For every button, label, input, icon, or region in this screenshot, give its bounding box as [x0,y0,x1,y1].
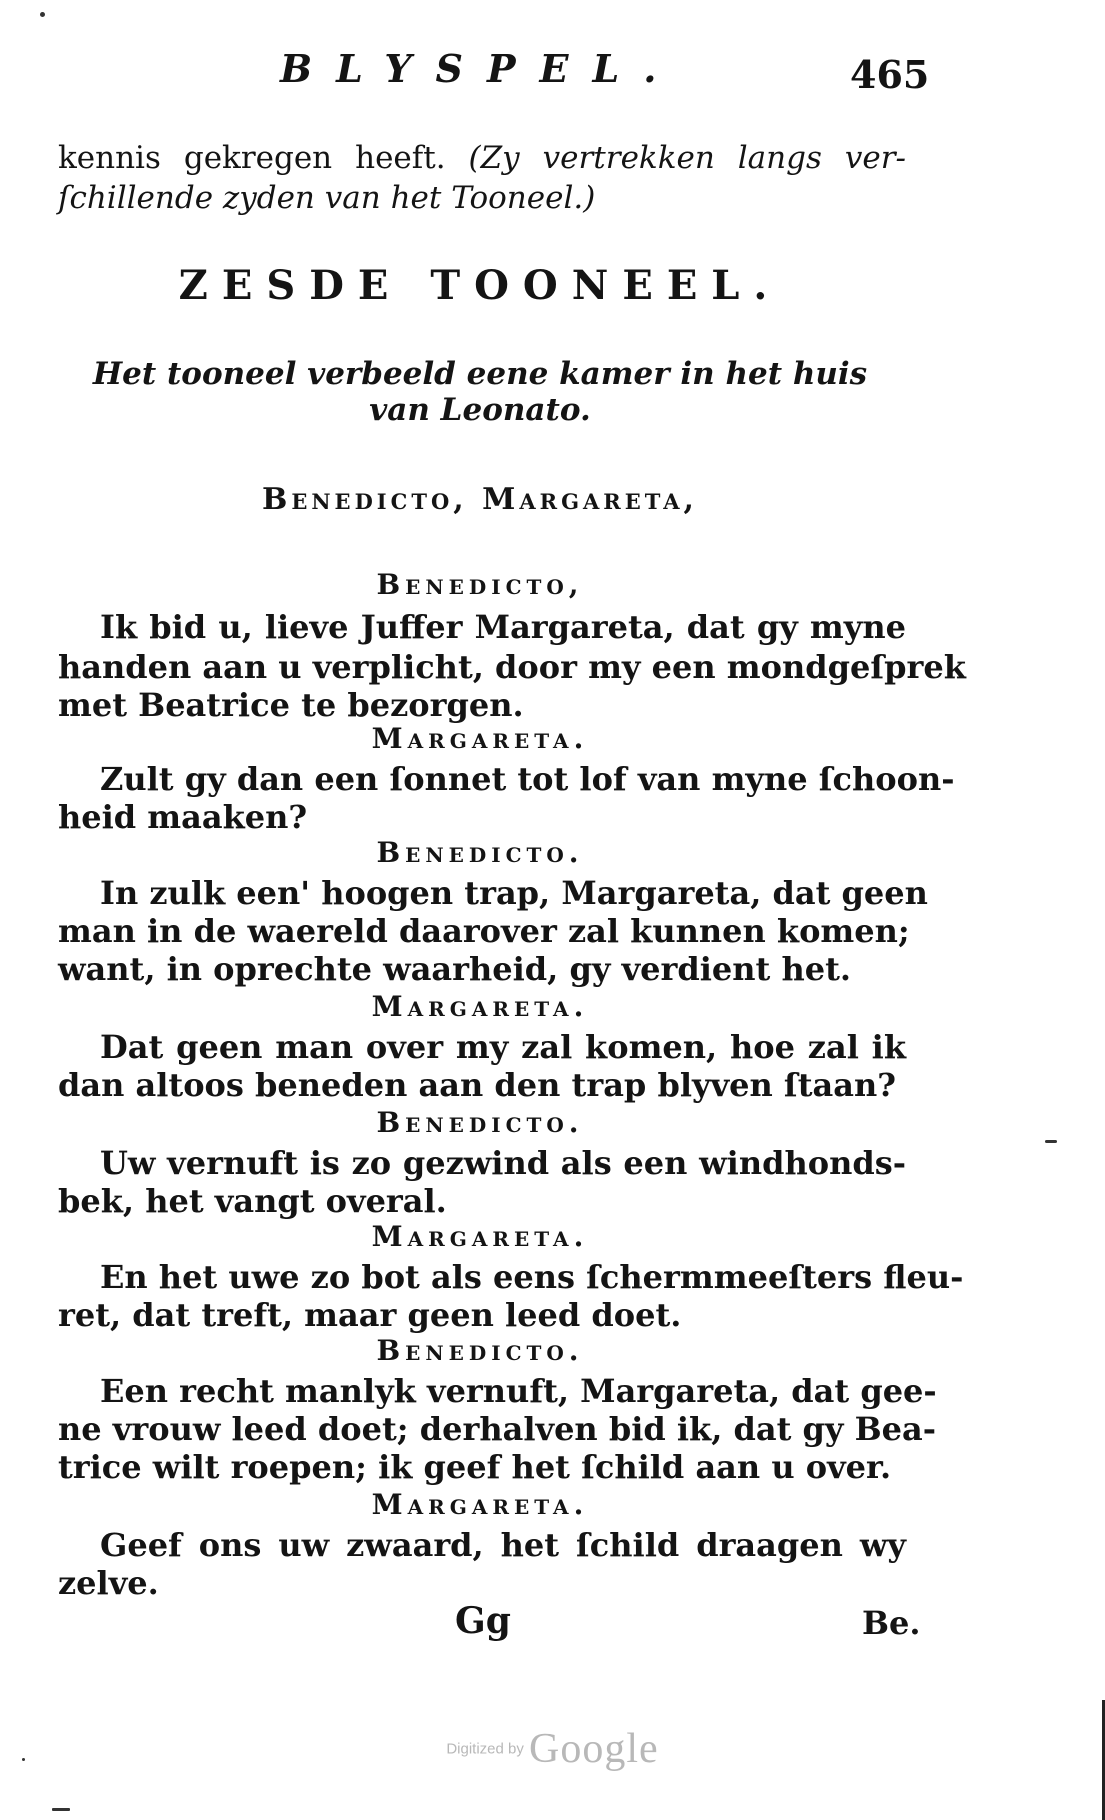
speech-line: Geef ons uw zwaard, het ſchild draagen wy [100,1526,906,1564]
preceding-roman: kennis gekregen heeft. [58,140,469,176]
speech-line: En het uwe zo bot als eens ſchermmeeſters fleu- [100,1258,964,1296]
page-number: 465 [850,52,930,97]
speaker-name: Margareta. [371,1220,589,1253]
google-logo: Google [528,1726,659,1772]
speaker-name: Margareta. [371,1488,589,1521]
preceding-text-line-2: ſchillende zyden van het Tooneel.) [58,180,596,216]
preceding-stage-direction: (Zy vertrekken langs ver- [468,140,906,176]
speech-line: trice wilt roepen; ik geef het ſchild aan u over. [58,1448,892,1486]
speech-line: ne vrouw leed doet; derhalven bid ik, dat gy Bea- [58,1410,937,1448]
speech-line: bek, het vangt overal. [58,1182,447,1220]
scan-speck [1045,1140,1057,1143]
speech-line: Een recht manlyk vernuft, Margareta, dat gee- [100,1372,937,1410]
speaker-name: Benedicto. [376,836,584,869]
speech-line: heid maaken? [58,798,308,836]
scan-speck [40,12,45,17]
digitized-watermark [0,1725,1105,1773]
character-list: Benedicto, Margareta, [262,482,698,517]
speech-line: Uw vernuft is zo gezwind als een windhonds- [100,1144,906,1182]
scan-speck [52,1808,70,1811]
speech-line: Ik bid u, lieve Juffer Margareta, dat gy myne [100,608,906,646]
speaker-name: Benedicto. [376,1106,584,1139]
speaker-name: Benedicto. [376,1334,584,1367]
scene-description-line-2: van Leonato. [369,392,591,428]
speaker-name: Margareta. [371,722,589,755]
signature-mark: Gg [455,1600,511,1642]
speaker-name: Margareta. [371,990,589,1023]
scan-speck [22,1758,25,1761]
speaker-name: Benedicto, [376,568,584,601]
scene-description-line-1: Het tooneel verbeeld eene kamer in het huis [92,356,868,392]
speech-line: dan altoos beneden aan den trap blyven ſtaan? [58,1066,896,1104]
running-title: BLYSPEL. [280,46,681,91]
scene-title: ZESDE TOONEEL. [178,262,782,309]
speech-line: met Beatrice te bezorgen. [58,686,524,724]
speech-line: ret, dat treft, maar geen leed doet. [58,1296,682,1334]
speech-line: Dat geen man over my zal komen, hoe zal ik [100,1028,906,1066]
speech-line: man in de waereld daarover zal kunnen komen; [58,912,910,950]
speech-line: In zulk een' hoogen trap, Margareta, dat geen [100,874,928,912]
watermark-prefix: Digitized by [446,1740,524,1758]
speech-line: want, in oprechte waarheid, gy verdient het. [58,950,851,988]
speech-line: zelve. [58,1564,159,1602]
preceding-text-line-1 [58,140,906,176]
speech-line: handen aan u verplicht, door my een mondgeſprek [58,648,966,686]
speech-line: Zult gy dan een ſonnet tot lof van myne ſchoon- [100,760,955,798]
catchword: Be. [862,1604,921,1642]
